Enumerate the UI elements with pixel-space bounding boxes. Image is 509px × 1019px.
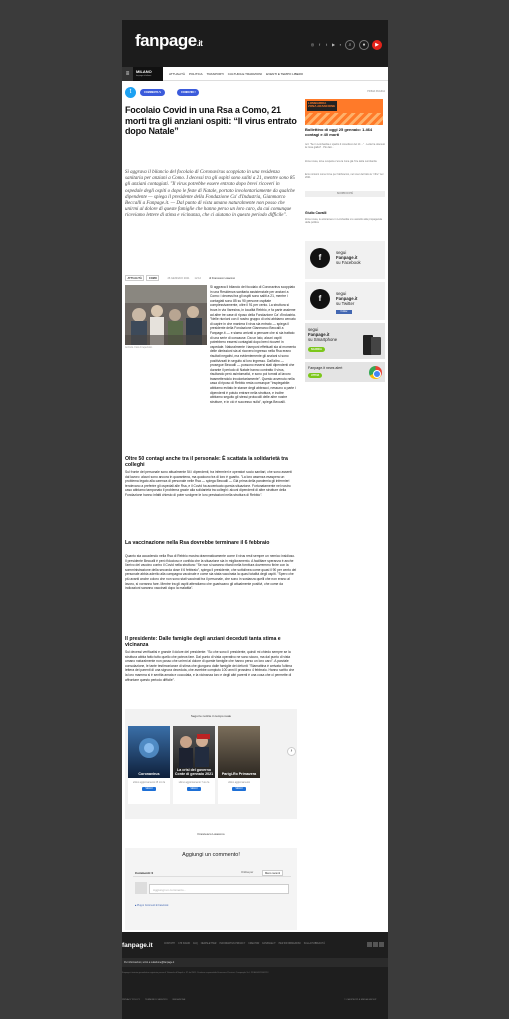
- nav-item-attualita[interactable]: ATTUALITÀ: [169, 71, 185, 76]
- columnist-text[interactable]: Zona rossa, le anticamere in Lombardia si è assistito alla propaganda della politica: [305, 218, 382, 225]
- live-news-title: Segui le notizie in tempo reale: [190, 714, 232, 718]
- social-links: [310, 42, 343, 47]
- article-title: Focolaio Covid in una Rsa a Como, 21 morti tra gli anziani ospiti: “Il virus entrato dopo Natale”: [125, 105, 297, 136]
- city-sub: fanpage.it/milano: [136, 74, 152, 77]
- news-card[interactable]: [128, 726, 170, 804]
- share-button[interactable]: CONDIVIDI f: [177, 89, 199, 96]
- twitter-share-icon[interactable]: t: [125, 87, 136, 98]
- tag-como[interactable]: COMO: [146, 275, 159, 281]
- nav-item-eventi[interactable]: EVENTI E TEMPO LIBERO: [266, 71, 304, 76]
- search-icon[interactable]: ⌕: [345, 40, 355, 50]
- footer-social: [367, 942, 384, 947]
- paragraph-1: Si aggrava il bilancio del focolaio di Coronavirus scoppiato in una Residenza sanitaria assistenziale per anziani a Como: i decessi tra gli ospiti sono saliti a 21, mentre i contagiati sono 85 su 90 persone ospitate complessivamente, oltre il 91 per cento. La struttura si trova in via Varesina, in località Rebbio, e fa parte assieme ad altre tre case di riposo della Fondazione Ca' d'Industria. "Nelle riunioni con il nostro gruppo di crisi abbiamo cercato di capire in che maniera il virus sia entrato — spiega il presidente della Fondazione Gianmarco Beccalli a Fanpage.it — e siamo arrivati a pensare che si sia trattato di una serie di concause. Da un lato, alcuni ospiti potrebbero essersi contagiati dopo brevi ricoveri in ospedale. Naturalmente i tamponi effettuati sia al momento delle dimissioni sia al ricovero ingresso nella Rsa erano risultati negativi, ma evidentemente gli anziani si sono positivizzati in seguito al loro ingresso. Dall'altro — prosegue Beccalli — possono essersi stati dipendenti che durante il periodo di Natale hanno contratto il virus, risultando però asintomatici, e sono poi tornati al lavoro trasmettendolo involontariamente". Questo avvenuto nella casa di riposo di Rebbio resta comunque "inspiegabile: abbiamo evitato le stanze degli abbracci, nessuno a parte i dipendenti è potuto entrare nella struttura, e inoltre abbiamo seguito gli stessi protocolli delle altre nostre strutture, e in ciò è successo nulla", spiega Beccalli.: [210, 285, 297, 404]
- site-footer: [122, 932, 388, 1019]
- article-time: 12:12: [194, 276, 201, 280]
- smart-network: su Smartphone: [308, 337, 338, 342]
- phone-icon: [371, 337, 381, 355]
- comments-title: Aggiungi un commento!: [182, 852, 240, 858]
- footer-links: [164, 943, 325, 945]
- article-meta: [125, 275, 297, 281]
- card-headline: Parigi-Ro Primavera: [221, 772, 257, 776]
- facebook-icon[interactable]: [367, 942, 372, 947]
- card-headline: Coronavirus: [138, 772, 160, 776]
- sidebar-label: PRIMA PAGINA: [367, 90, 385, 93]
- photo-caption: Archivio. Foto di repertorio.: [125, 347, 153, 349]
- user-icon[interactable]: ●: [359, 40, 369, 50]
- instagram-icon[interactable]: [379, 942, 384, 947]
- photo-illustration: [125, 285, 207, 345]
- promo-top: LOMBARDIA: [308, 101, 327, 105]
- footer-link[interactable]: PER INFORMAZIONI: [278, 943, 301, 945]
- facebook-icon[interactable]: f: [318, 42, 321, 47]
- footer-link[interactable]: NEWSLETTER: [200, 943, 217, 945]
- instagram-icon[interactable]: ◎: [310, 42, 315, 47]
- heading-families: Il presidente: Dalle famiglie degli anziani deceduti tanta stima e vicinanza: [125, 636, 281, 648]
- fanpage-logo-icon: f: [310, 289, 330, 309]
- smartphone-box[interactable]: [305, 323, 385, 359]
- hamburger-menu-icon[interactable]: ≡: [122, 67, 133, 81]
- follow-brand: Fanpage.it: [336, 255, 358, 260]
- nav-item-cultura[interactable]: CULTURA E TRADIZIONI: [227, 71, 263, 76]
- share-bar: [125, 86, 300, 98]
- facebook-plugin-link[interactable]: [135, 905, 168, 907]
- twitter-icon[interactable]: t: [325, 42, 328, 47]
- article-photo: [125, 285, 207, 345]
- twitter-icon[interactable]: [373, 942, 378, 947]
- footer-link[interactable]: FAQ: [193, 943, 198, 945]
- comments-box: [125, 848, 297, 930]
- plugin-label: Plug-in Commenti di Facebook: [137, 905, 169, 907]
- zone-promo-banner[interactable]: [305, 99, 383, 125]
- share-label: CONDIVIDI: [181, 91, 194, 94]
- section-city[interactable]: [133, 67, 163, 81]
- promo-stripe: [305, 113, 383, 125]
- comment-input[interactable]: Aggiungi un commento...: [149, 884, 289, 894]
- promo-main: ZONA ARANCIONE: [308, 104, 336, 109]
- follow-button[interactable]: SEGUI: [232, 787, 246, 791]
- youtube-icon[interactable]: ▶: [331, 42, 336, 47]
- card-image: [173, 726, 215, 778]
- nav-item-politica[interactable]: POLITICA: [188, 71, 203, 76]
- site-header: [122, 20, 388, 67]
- footer-contact-bar: [122, 958, 388, 967]
- fanpage-logo-icon: f: [310, 248, 330, 268]
- follow-network: su Facebook: [336, 260, 361, 265]
- footer-bottom-link[interactable]: PRIVACY POLICY: [122, 999, 141, 1001]
- section-nav: [122, 67, 388, 81]
- footer-bottom-link[interactable]: REDAZIONE: [172, 999, 186, 1001]
- discover-button[interactable]: SCOPRI DI PIÙ: [305, 191, 385, 197]
- avatar: [135, 882, 147, 894]
- footer-link[interactable]: SULLA PUBBLICITÀ: [303, 943, 325, 945]
- follow-button[interactable]: SEGUI: [142, 787, 156, 791]
- nav-items: [169, 72, 303, 76]
- paragraph-4: Sui decessi verificatisi e grande il dolore del presidente: "So che sono il presidente, quindi mi chiedo sempre se la struttura abbia fatto tutto quello che poteva fare. Dal punto di vista operativo ne sono sicuro, ma dal punto di vista umano naturalmente non posso che unirmi al dolore di queste famiglie che hanno perso un loro caro". A parziale consolazione, le tante testimonianze di stima che giungono dalle famiglie dei defunti: "Stamattina è arrivata l'ultima lettera dei parenti di una signora deceduta, che avrebbe compiuto 100 anni il prossimo 4 febbraio. Hanno scritto che la loro mamma si è sentita amata e coccolata, e la vicinanza loro e degli altri parenti è una cosa che ci permette di affrontare questo periodo difficile".: [125, 650, 295, 682]
- sidebar-headline[interactable]: Bollettino di oggi 25 gennaio: 1.464 contagi e 40 morti: [305, 127, 373, 137]
- footer-bottom-links: [122, 999, 185, 1001]
- video-icon[interactable]: ▶: [372, 40, 382, 50]
- divider: [133, 876, 291, 877]
- footer-link[interactable]: CHI SIAMO: [178, 943, 191, 945]
- alert-text: Fanpage.it news alert: [308, 366, 343, 370]
- follow-text: [336, 291, 358, 306]
- sort-label: Ordina per: [241, 871, 254, 874]
- twitter-follow-button[interactable]: Follow: [336, 310, 352, 314]
- comment-label: COMMENTA: [144, 91, 159, 94]
- page: [122, 20, 388, 932]
- follow-network: su Twitter: [336, 301, 355, 306]
- article-date: 26 GENNAIO 2021: [167, 276, 190, 280]
- footer-bottom-link[interactable]: TERMINI DI SERVIZIO: [145, 999, 168, 1001]
- promo-box: [307, 101, 337, 111]
- comments-count: Commenti: 0: [135, 871, 154, 875]
- smart-brand: Fanpage.it: [308, 332, 330, 337]
- footer-link[interactable]: FANPAGE.IT: [262, 943, 276, 945]
- twitter-follow-box[interactable]: [305, 282, 385, 320]
- article-standfirst: Si aggrava il bilancio del focolaio di Coronavirus scoppiato in una residenza sanitaria per anziani a Como. I decessi tra gli ospiti sono saliti a 21, mentre sono 85 gli anziani contagiati. "Il virus potrebbe essere entrato dopo brevi ricoveri in ospedale degli ospiti o dopo le feste di Natale, portato involontariamente da qualche dipendente — spiega il presidente della Fondazione Ca' d'Industria, Gianmarco Beccalli a Fanpage.it. — Dal punto di vista umano naturalmente non posso che unirmi al dolore di queste famiglie che hanno perso un loro caro, da cui comunque riceviamo lettere di stima e vicinanza, che ci aiutano in questo periodo difficile".: [125, 170, 295, 219]
- card-headline: La crisi del governo Conte di gennaio 2021: [174, 768, 214, 776]
- card-updated: ultimo aggiornamento: [227, 782, 251, 784]
- author-signature[interactable]: Francesco Loiacono: [197, 832, 225, 836]
- carousel-next-icon[interactable]: ›: [287, 747, 296, 756]
- paragraph-2: Sul fronte del personale sono attualmente 54 i dipendenti, tra infermieri e operatori socio sanitari, che sono assenti dal lavoro: alcuni sono ancora in quarantena, ma qualcuno tra di loro è guarito. "La loro assenza esaspera un problema legato alla carenza di personale nelle Rsa — spiega Beccalli — Già prima della pandemia gli infermieri tendevano a preferire gli ospedali alle Rsa, e il Covid ha accentuato questa situazione. Fortunatamente nel nostro caso abbiamo tamponato il problema grazie alla solidarietà tra colleghi: alcuni dipendenti di altre strutture della Fondazione hanno infatti chiesto di poter svolgere le loro prestazioni nella struttura di Rebbio".: [125, 470, 292, 497]
- article-author[interactable]: di Francesco Loiacono: [209, 276, 236, 280]
- facebook-follow-box[interactable]: [305, 241, 385, 279]
- logo-suffix: .it: [196, 39, 203, 48]
- footer-copyright: © CIAOPEOPLE MEDIA GROUP: [344, 999, 377, 1001]
- follow-verb: segui: [336, 250, 347, 255]
- tag-attualita[interactable]: ATTUALITÀ: [125, 275, 144, 281]
- footer-logo[interactable]: fanpage.it: [122, 942, 153, 949]
- news-alert-box[interactable]: [305, 362, 385, 382]
- follow-verb: segui: [336, 291, 347, 296]
- activate-alerts-button[interactable]: ATTIVA: [308, 373, 322, 378]
- nav-item-trasporti[interactable]: TRASPORTI: [206, 71, 224, 76]
- virus-illustration: [128, 726, 170, 778]
- follow-button[interactable]: SEGUI: [187, 787, 201, 791]
- sidebar-text-3[interactable]: Ecco sintomi come forse per l'abbraccio, nel viver del fatto le "cifre" nel 2021: [305, 173, 384, 180]
- chrome-icon: [369, 366, 382, 379]
- follow-brand: Fanpage.it: [336, 296, 358, 301]
- sidebar-text-2[interactable]: Zona rossa, dove sospetta c'era la zona già l'Ue della Lombardia: [305, 160, 377, 163]
- card-updated: ultimo aggiornamento 7 ore fa: [178, 782, 210, 784]
- city-name: MILANO: [136, 68, 152, 74]
- news-card[interactable]: [218, 726, 260, 804]
- heading-vaccination: La vaccinazione nella Rsa dovrebbe terminare il 6 febbraio: [125, 540, 270, 546]
- columnist-name[interactable]: Giulio Cavalli: [305, 211, 327, 215]
- footer-link[interactable]: INFORMATIVA PRIVACY: [219, 943, 246, 945]
- smart-verb: segui: [308, 327, 319, 332]
- card-updated: ultimo aggiornamento 25 min fa: [132, 782, 166, 784]
- site-logo[interactable]: [135, 31, 202, 51]
- news-card[interactable]: [173, 726, 215, 804]
- live-news-box: [125, 709, 297, 819]
- flipboard-icon[interactable]: ▪: [339, 42, 342, 47]
- logo-text: fanpage: [135, 31, 197, 50]
- sort-select[interactable]: Meno recenti: [262, 870, 283, 876]
- comment-button[interactable]: COMMENTA ✎: [140, 89, 165, 96]
- card-image: [218, 726, 260, 778]
- footer-link[interactable]: CONTATTI: [164, 943, 176, 945]
- download-app-button[interactable]: SCARICA: [308, 347, 325, 352]
- smart-text: [308, 327, 337, 342]
- heading-staff: Oltre 50 contagi anche tra il personale: È scattata la solidarietà tra colleghi: [125, 456, 288, 468]
- paragraph-3: Quanto sta accadendo nella Rsa di Rebbio mostra drammaticamente come il virus resti sempre un nemico insidioso. Il presidente Beccalli è però fiducioso e confida che la situazione sia in miglioramento. A facilitare speranza è anche l'arrivo del vaccino contro il Covid nella struttura: "Se non si saranno ritardi nella fornitura dovremmo finire con la somministrazione della seconda dose il 6 febbraio", spiega il presidente, che sottolinea come quasi il 90 per cento del personale abbia aderito alla campagna vaccinale e come sia stata vaccinata la quasi totalità degli ospiti. "Spero che più avanti anche coloro che non sono stati vaccinati tra il personale, che sono in sostanza quelli che non erano al lavoro, si vorranno fare. Mentre tra gli ospiti attendiamo che guariscano gli attualmente positivi, che come da indicazioni saranno vaccinati dopo la malattia".: [125, 554, 297, 591]
- footer-legal: Fanpage.it testata giornalistica registrata presso il Tribunale di Napoli n. 37 del 2011. Direttore responsabile Francesco Piccinini. Ciaopeople S.r.l. P.IVA 04922641212.: [122, 972, 269, 974]
- card-image: [128, 726, 170, 778]
- footer-link[interactable]: CREATOR: [248, 943, 260, 945]
- facebook-icon: ■: [135, 905, 138, 907]
- follow-text: [336, 250, 361, 265]
- footer-contact-text: Per informazioni, scrivi a redazione@fanpage.it: [124, 961, 175, 964]
- sidebar-text-1[interactable]: Ieri: "Se in Lombardia è sparito il rossolisco del 14 ..." · Letta ha ottenuto la zona gialla? · Più dati...: [305, 143, 386, 150]
